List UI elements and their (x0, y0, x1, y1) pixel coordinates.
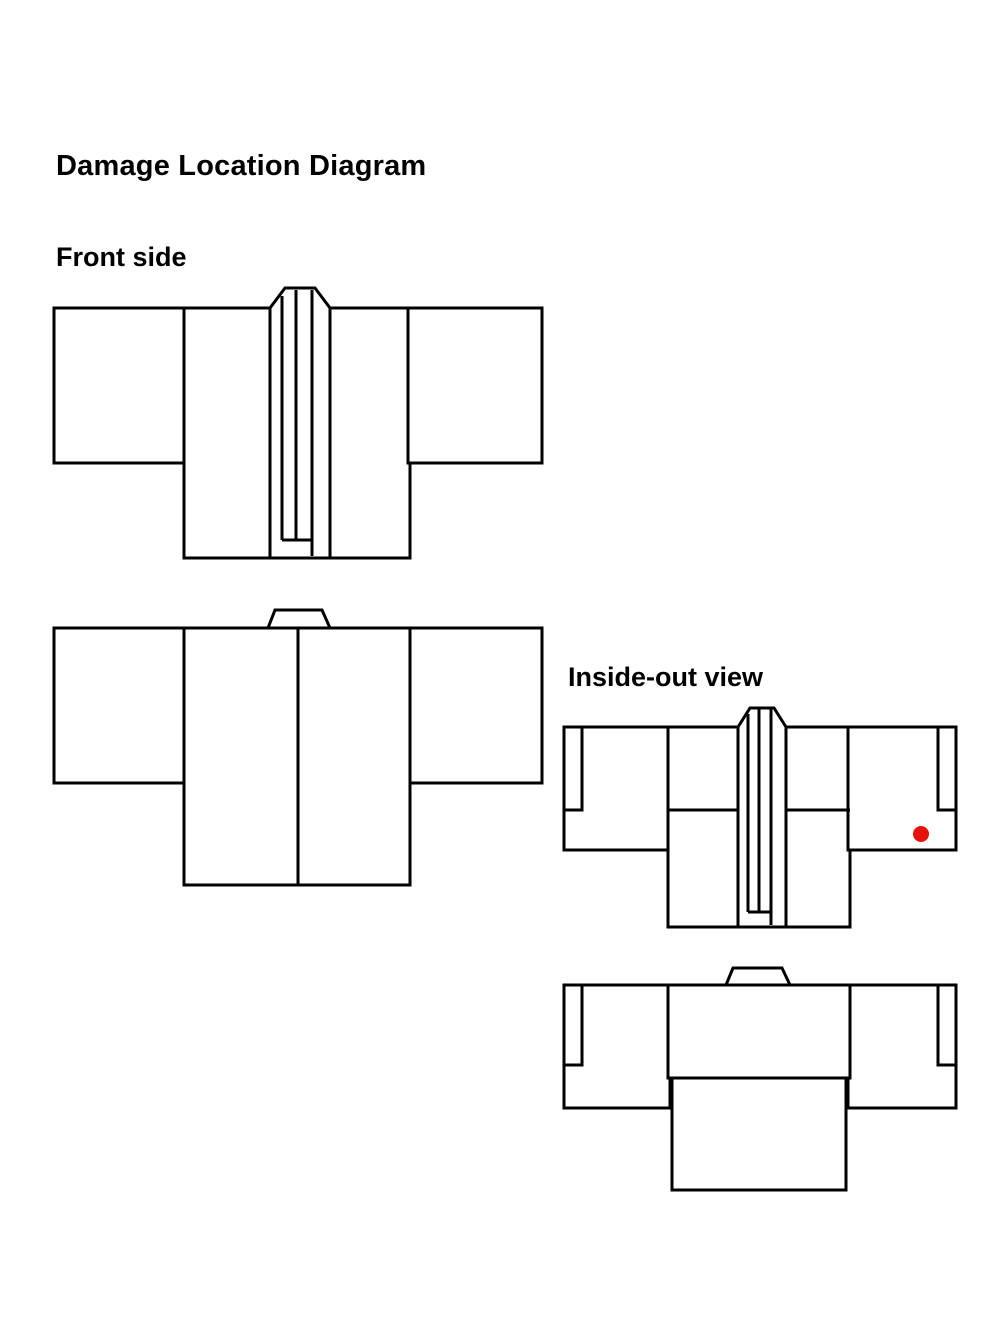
figure-kimono-inside-closed (560, 700, 960, 930)
figure-kimono-inside-open (560, 960, 960, 1200)
section-label-inside: Inside-out view (568, 662, 764, 692)
figure-kimono-front-open (50, 600, 550, 900)
page-title: Damage Location Diagram (56, 150, 427, 182)
figure-kimono-front-closed (50, 278, 550, 568)
damage-marker (913, 826, 929, 842)
section-label-front: Front side (56, 242, 187, 272)
